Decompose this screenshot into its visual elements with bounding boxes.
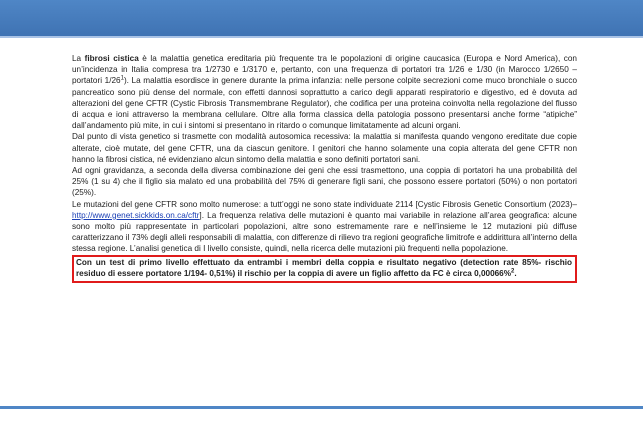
header-divider <box>0 36 643 38</box>
paragraph-definition: La fibrosi cistica è la malattia genetica ereditaria più frequente tra le popolazioni di origine caucasica (Europa e Nord America), con un’incidenza in Italia compresa tra 1/2730 e 1/3170 e, pertanto, con una frequenza di portatori tra 1/26 e 1/30 (in Marocco 1/2650 – portatori $1/26^1$). La malattia esordisce in genere durante la prima infanzia: nelle persone colpite secrezioni come muco bronchiale o succo pancreatico sono più dense del normale, con effetti dannosi soprattutto a carico degli apparati respiratorio e digestivo, ed è dovuta ad alterazioni del gene CFTR (Cystic Fibrosis Transmembrane Regulator), che codifica per una proteina coinvolta nella regolazione del flusso di acqua e ioni attraverso la membrana cellulare. Oltre alla forma classica della patologia possono presentarsi anche forme “atipiche” dall’andamento più mite, in cui i sintomi si presentano in ritardo o comunque limitatamente ad alcuni organi. <box>72 54 577 131</box>
term-fibrosi-cistica: fibrosi cistica <box>84 54 139 63</box>
highlighted-conclusion: Con un test di primo livello effettuato da entrambi i membri della coppia e risultato negativo (detection rate 85%- rischio residuo di essere portatore 1/194- 0,51%) il rischio per la coppia di avere un figlio affetto da FC è circa 0,00066%$^2$. <box>72 255 577 283</box>
cftr-database-link[interactable]: http://www.genet.sickkids.on.ca/cftr <box>72 210 200 220</box>
paragraph-mutations: Le mutazioni del gene CFTR sono molto numerose: a tutt’oggi ne sono state individuate 2114 [Cystic Fibrosis Genetic Consortium (2023)– http://www.genet.sickkids.on.ca/cftr]. La frequenza relativa delle mutazioni è quanto mai variabile in relazione all’area geografica: alcune sono molto più rappresentate in particolari popolazioni, altre sono estremamente rare e nell’insieme le 12 mutazioni più diffuse caratterizzano il 73% degli alleli responsabili di malattia, con differenze di rilievo tra regioni geografiche limitrofe e addirittura all’interno della stessa regione. L’analisi genetica di I livello consiste, quindi, nella ricerca delle mutazioni più frequenti nella popolazione. <box>72 199 578 254</box>
footnote-ref-1[interactable]: 1 <box>120 75 124 82</box>
paragraph-genetics: Dal punto di vista genetico si trasmette con modalità autosomica recessiva: la malattia si manifesta quando vengono ereditate due copie alterate, cioè mutate, del gene CFTR, una da ciascun genitore. I genitori che hanno solamente una copia alterata del gene CFTR non hanno la fibrosi cistica, né evidenziano alcun sintomo della malattia e sono definiti portatori sani. <box>72 132 577 164</box>
paragraph-probability: Ad ogni gravidanza, a seconda della diversa combinazione dei geni che essi trasmettono, una coppia di portatori ha una probabilità del 25% (1 su 4) che il figlio sia malato ed una probabilità del 75% di generare figli sani, che possono essere portatori (50%) o non portatori (25%). <box>72 166 577 198</box>
document-body <box>72 53 577 283</box>
footer-divider <box>0 406 643 409</box>
header-bar <box>0 0 643 36</box>
footnote-ref-2[interactable]: 2 <box>511 268 515 275</box>
